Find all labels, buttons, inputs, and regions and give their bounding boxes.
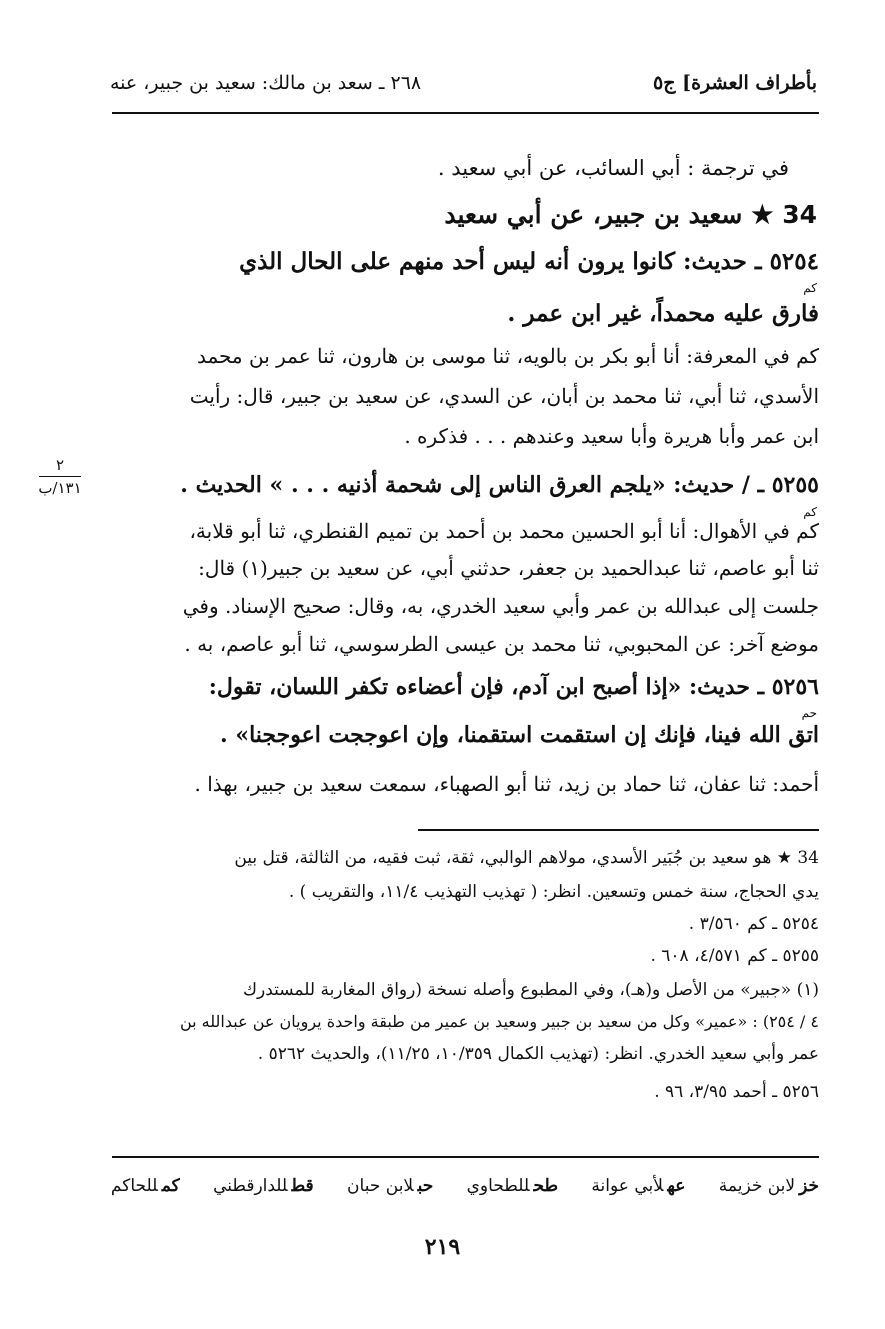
hadith-5255: ٥٢٥٥ ـ / حديث: «يلجم العرق الناس إلى شحمة أذنيه . . . » الحديث . — [180, 472, 819, 498]
footnote-34-line1: 34 ★ هو سعيد بن جُبَير الأسدي، مولاهم الوالبي، ثقة، ثبت فقيه، من الثالثة، قتل بين — [234, 848, 819, 868]
body-line-translation-ref: في ترجمة : أبي السائب، عن أبي سعيد . — [437, 156, 789, 180]
source-siglum: كم — [803, 505, 817, 519]
section-number: 34 — [782, 200, 817, 229]
source-siglum: حم — [801, 706, 817, 720]
footnote-1-line3: عمر وأبي سعيد الخدري. انظر: (تهذيب الكمال ١٠/٣٥٩، ١١/٢٥)، والحديث ٥٢٦٢ . — [257, 1044, 819, 1064]
hadith-5256-line2: اتق الله فينا، فإنك إن استقمت استقمنا، وإن اعوججت اعوججنا» . — [220, 722, 819, 748]
star-icon: ★ — [751, 200, 774, 229]
isnad-1-line1: كم في المعرفة: أنا أبو بكر بن بالويه، ثنا موسى بن هارون، ثنا عمر بن محمد — [196, 344, 819, 368]
abbreviation-item: عهلأبي عوانة — [591, 1176, 686, 1196]
page-number: ٢١٩ — [424, 1234, 461, 1260]
source-siglum: كم — [803, 281, 817, 295]
abbreviation-item: حبلابن حبان — [347, 1176, 434, 1196]
footnote-34-line2: يدي الحجاج، سنة خمس وتسعين. انظر: ( تهذيب التهذيب ١١/٤، والتقريب ) . — [288, 882, 819, 902]
footnote-5256: ٥٢٥٦ ـ أحمد ٣/٩٥، ٩٦ . — [654, 1082, 819, 1102]
running-header-title: بأطراف العشرة] ج٥ — [653, 72, 817, 94]
folio-bottom: ١٣١/ب — [38, 479, 82, 497]
abbreviations-legend — [83, 1176, 819, 1196]
footnote-1-line2: ٤ / ٢٥٤) : «عمير» وكل من سعيد بن جبير وسعيد بن عمير من طبقة واحدة يرويان عن عبدالله بن — [179, 1012, 819, 1031]
running-header-section: ٢٦٨ ـ سعد بن مالك: سعيد بن جبير، عنه — [110, 72, 422, 94]
isnad-1-line3: ابن عمر وأبا هريرة وأبا سعيد وعندهم . . . فذكره . — [404, 424, 819, 448]
abbreviation-item: خزلابن خزيمة — [718, 1176, 819, 1196]
hadith-5256-line1: ٥٢٥٦ ـ حديث: «إذا أصبح ابن آدم، فإن أعضاءه تكفر اللسان، تقول: — [208, 674, 819, 700]
footnote-5254: ٥٢٥٤ ـ كم ٣/٥٦٠ . — [688, 914, 819, 934]
hadith-5254-line2: فارق عليه محمداً، غير ابن عمر . — [507, 300, 819, 327]
isnad-1-line2: الأسدي، ثنا أبي، ثنا محمد بن أبان، عن السدي، عن سعيد بن جبير، قال: رأيت — [189, 384, 819, 408]
isnad-2-line1: كم في الأهوال: أنا أبو الحسين محمد بن أحمد بن تميم القنطري، ثنا أبو قلابة، — [189, 519, 819, 543]
section-heading — [444, 200, 817, 229]
isnad-2-line3: جلست إلى عبدالله بن عمر وأبي سعيد الخدري، به، وقال: صحيح الإسناد. وفي — [182, 594, 819, 618]
abbreviation-item: قطللدارقطني — [213, 1176, 314, 1196]
abbreviation-item: كمللحاكم — [110, 1176, 180, 1196]
isnad-2-line4: موضع آخر: عن المحبوبي، ثنا محمد بن عيسى الطرسوسي، ثنا أبو عاصم، به . — [184, 632, 819, 656]
isnad-3: أحمد: ثنا عفان، ثنا حماد بن زيد، ثنا أبو الصهباء، سمعت سعيد بن جبير، بهذا . — [194, 772, 819, 796]
folio-divider — [39, 476, 81, 477]
isnad-2-line2: ثنا أبو عاصم، ثنا عبدالحميد بن جعفر، حدثني أبي، عن سعيد بن جبير(١) قال: — [198, 556, 819, 580]
footnote-divider — [418, 829, 819, 831]
hadith-5254-line1: ٥٢٥٤ ـ حديث: كانوا يرون أنه ليس أحد منهم على الحال الذي — [239, 248, 819, 275]
manuscript-folio-note — [28, 456, 92, 497]
section-heading-text: سعيد بن جبير، عن أبي سعيد — [444, 200, 743, 229]
abbreviation-item: طحللطحاوي — [466, 1176, 559, 1196]
abbreviations-divider — [112, 1156, 819, 1158]
folio-top: ٢ — [55, 456, 65, 474]
footnote-1-line1: (١) «جبير» من الأصل و(هـ)، وفي المطبوع وأصله نسخة (رواق المغاربة للمستدرك — [242, 980, 819, 1000]
footnote-5255: ٥٢٥٥ ـ كم ٤/٥٧١، ٦٠٨ . — [650, 946, 819, 966]
header-divider — [112, 112, 819, 114]
